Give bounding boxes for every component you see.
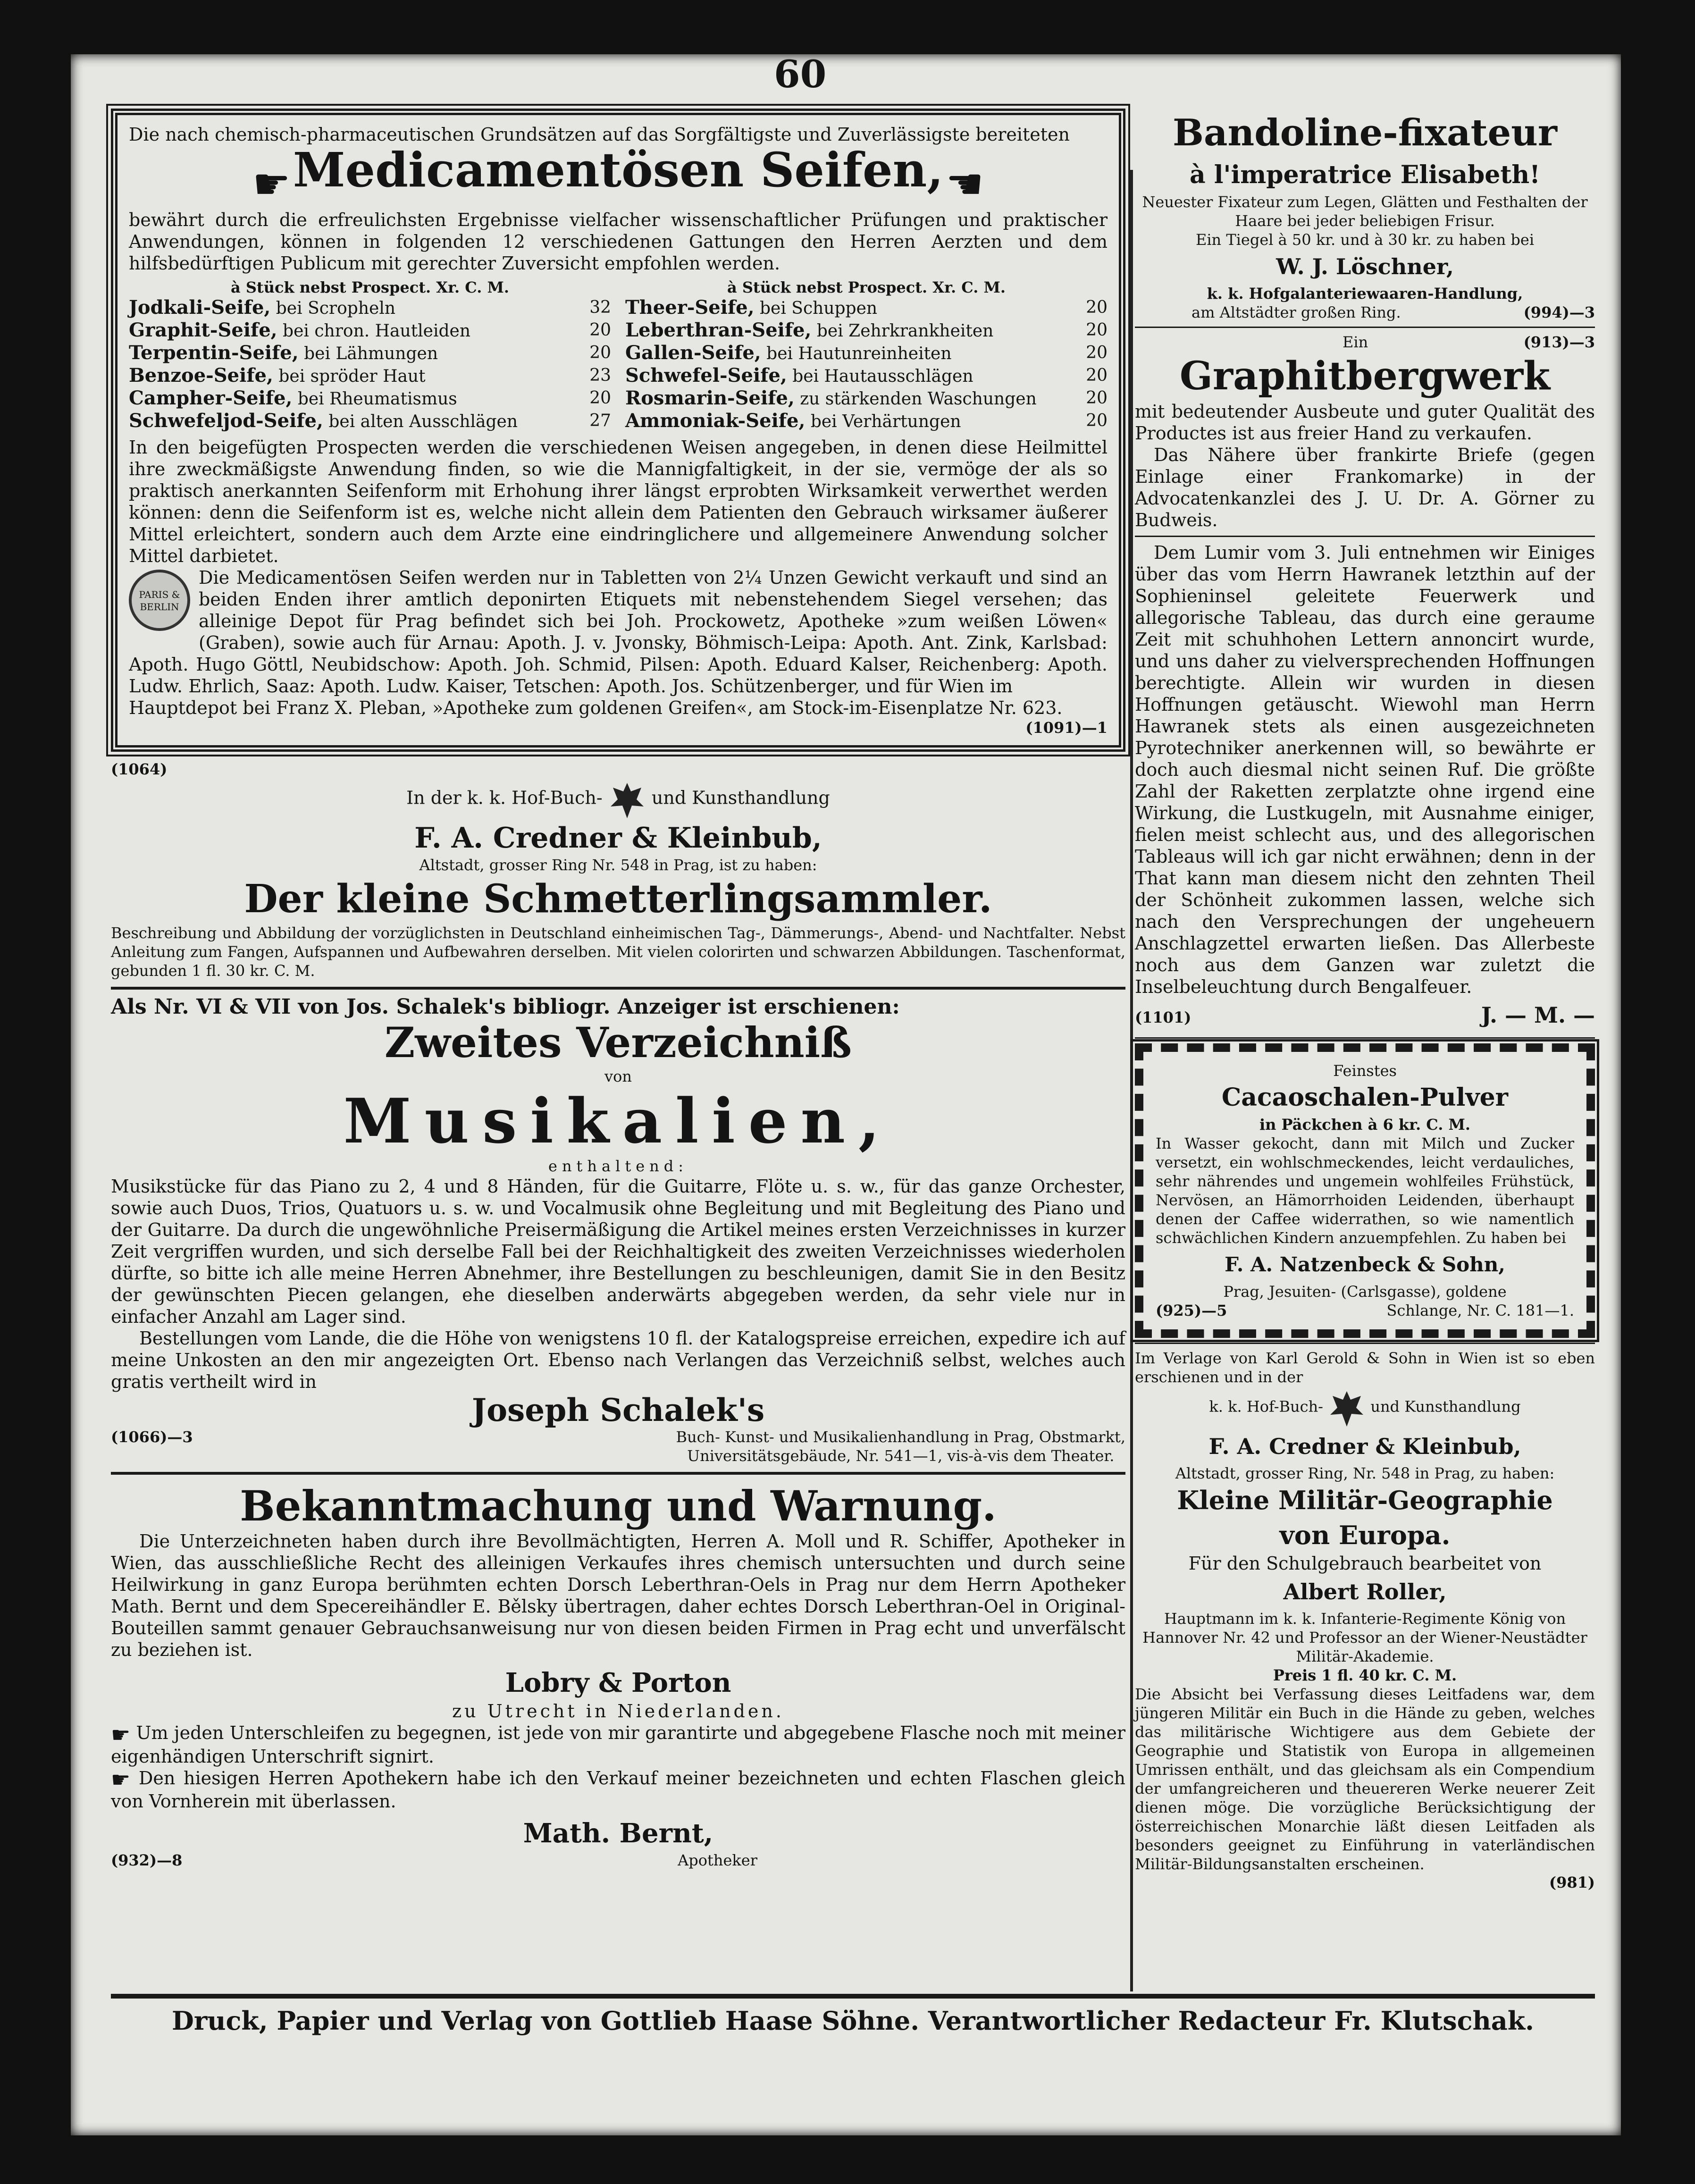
- fireworks-body: Dem Lumir vom 3. Juli entnehmen wir Einiges über das vom Herrn Hawranek letzthin auf der Sophieninsel geleitete Feuerwerk und allegorische Tableau, das durch eine geraume Zeit mit schuhhohen Lettern annoncirt wurde, und uns daher zu vielversprechenden Hoffnungen berechtigte. Allein wir wurden in diesen Hoffnungen getäuscht. Wiewohl man Herrn Hawranek stets als einen ausgezeichneten Pyrotechniker anerkennen will, so bewährte er doch auch diesmal nicht seinen Ruf. Die größte Zahl der Raketten zerplatzte ohne irgend eine Wirkung, die Lustkugeln, mit Ausnahme einiger, fielen meist schlecht aus, und des allegorischen Tableaus will ich gar nicht erwähnen; denn in der That kann man diesem nicht den zehnten Theil der Schönheit zukommen lassen, welche sich nach den Versprechungen der ungeheuern Anschlagzettel erwarten ließen. Das Allerbeste noch aus dem Ganzen war zuletzt die Inselbeleuchtung durch Bengalfeuer.: [1135, 542, 1595, 997]
- butterfly-ref: (1064): [111, 760, 168, 778]
- soap-item: Schwefeljod-Seife, bei alten Ausschlägen 27: [129, 410, 611, 432]
- warning-firm-location: zu Utrecht in Niederlanden.: [452, 1701, 784, 1722]
- warning-body-2: ☛ Um jeden Unterschleifen zu begegnen, ist jede von mir garantirte und abgegebene Flasche noch mit meiner eigenhändigen Unterschrift signirt.: [111, 1722, 1125, 1767]
- left-column: [111, 109, 1125, 1870]
- soap-description: bewährt durch die erfreulichsten Ergebnisse vielfacher wissenschaftlicher Prüfungen und praktischer Anwendungen, können in folgenden 12 verschiedenen Gattungen den Herren Aerzten und dem hilfsbedürftigen Publicum mit gerechter Zuversicht empfohlen werden.: [129, 210, 1108, 274]
- ad-graphite-mine: [1135, 333, 1595, 531]
- ad-fireworks-notice: [1135, 542, 1595, 1033]
- soap-item: Schwefel-Seife, bei Hautausschlägen 20: [625, 364, 1108, 386]
- geo-ref: (981): [1549, 1873, 1595, 1891]
- butterfly-shop-line: In der k. k. Hof-Buch- und Kunsthandlung: [111, 778, 1125, 821]
- soap-list: [129, 278, 1108, 433]
- graphite-header: [1135, 333, 1595, 352]
- geo-sub: Für den Schulgebrauch bearbeitet von: [1188, 1553, 1542, 1574]
- cocoa-body: In Wasser gekocht, dann mit Milch und Zucker versetzt, ein wohlschmeckendes, leicht verdauliches, sehr nährendes und ungemein wohlfeiles Frühstück, Nervösen, an Hämorrhoiden Leidenden, überhaupt denen der Caffee widerrathen, so wie namentlich schwächlichen Kindern anzuempfehlen. Zu haben bei: [1156, 1134, 1574, 1247]
- ad-military-geography: [1135, 1349, 1595, 1891]
- soap-body-3: Hauptdepot bei Franz X. Pleban, »Apotheke zum goldenen Greifen«, am Stock-im-Eisenplatze Nr. 623.: [129, 697, 1063, 718]
- column-divider: [1130, 170, 1133, 1991]
- geo-firm: F. A. Credner & Kleinbub,: [1208, 1434, 1521, 1459]
- soap-item: Terpentin-Seife, bei Lähmungen 20: [129, 342, 611, 364]
- music-body-1: Musikstücke für das Piano zu 2, 4 und 8 Händen, für die Guitarre, Flöte u. s. w., für das ganze Orchester, sowie auch Duos, Trios, Quatuors u. s. w. und Vocalmusik ohne Begleitung und mit Begleitung des Piano und der Guitarre. Da durch die ungewöhnliche Preisermäßigung die Artikel meines ersten Verzeichnisses in kurzer Zeit vergriffen wurden, und sich derselbe Fall bei der Reichhaltigkeit des zweiten Verzeichnisses wiederholen dürfte, so bitte ich alle meine Herren Abnehmer, ihre Bestellungen zu beschleunigen, damit Sie in den Besitz der gewünschten Piecen gelangen, ehe dieselben anderwärts abgegeben werden, da sehr viele nur in einfacher Anzahl am Lager sind.: [111, 1176, 1125, 1327]
- warning-firm: Lobry & Porton: [505, 1667, 731, 1698]
- right-column: [1135, 109, 1595, 1891]
- eagle-crest-icon: [608, 778, 646, 821]
- warning-title: Bekanntmachung und Warnung.: [240, 1481, 997, 1530]
- graphite-ein: Ein: [1343, 333, 1368, 351]
- music-title-2: Musikalien,: [343, 1085, 893, 1157]
- geo-author-desc: Hauptmann im k. k. Infanterie-Regimente König von Hannover Nr. 42 und Professor an der Wiener-Neustädter Militär-Akademie.: [1142, 1610, 1587, 1665]
- ad-medicated-soaps: [111, 109, 1125, 752]
- music-body-2: Bestellungen vom Lande, die die Höhe von wenigstens 10 fl. der Katalogspreise erreichen, expedire ich auf meine Unkosten an den mir angezeigten Ort. Ebenso nach Verlangen das Verzeichniß selbst, welches auch gratis vertheilt wird in: [111, 1328, 1125, 1392]
- cocoa-address-2: Schlange, Nr. C. 181—1.: [1386, 1302, 1574, 1319]
- bandoline-title: Bandoline-fixateur: [1173, 111, 1557, 154]
- soap-item: Jodkali-Seife, bei Scropheln 32: [129, 296, 611, 319]
- soap-item: Ammoniak-Seife, bei Verhärtungen 20: [625, 410, 1108, 432]
- soap-item: Rosmarin-Seife, zu stärkenden Waschungen 20: [625, 387, 1108, 409]
- soap-title-row: [129, 142, 1108, 209]
- warning-ref: (932)—8: [111, 1851, 183, 1869]
- soap-item: Benzoe-Seife, bei spröder Haut 23: [129, 364, 611, 386]
- bandoline-price: Ein Tiegel à 50 kr. und à 30 kr. zu haben bei: [1195, 231, 1535, 249]
- graphite-ref: (913)—3: [1523, 333, 1595, 351]
- soap-list-right: [625, 278, 1108, 433]
- ad-music-catalogue: [111, 996, 1125, 1465]
- geo-address: Altstadt, grosser Ring, Nr. 548 in Prag, zu haben:: [1175, 1464, 1555, 1482]
- divider: [111, 1472, 1125, 1475]
- geo-intro: Im Verlage von Karl Gerold & Sohn in Wien ist so eben erschienen und in der: [1135, 1349, 1595, 1386]
- divider: [111, 987, 1125, 990]
- divider: [1135, 536, 1595, 537]
- fireworks-ref: (1101): [1135, 1008, 1192, 1026]
- ad-cocoa-powder: [1135, 1043, 1595, 1338]
- imprint-footer: Druck, Papier und Verlag von Gottlieb Haase Söhne. Verantwortlicher Redacteur Fr. Klutschak.: [172, 2006, 1534, 2036]
- warning-signature: Math. Bernt,: [523, 1818, 713, 1849]
- soap-body-2: Die Medicamentösen Seifen werden nur in Tabletten von 2¼ Unzen Gewicht verkauft und sind an beiden Enden ihrer amtlich deponirten Etiquets mit nebenstehendem Siegel versehen; das alleinige Depot für Prag befindet sich bei Joh. Prockowetz, Apotheke »zum weißen Löwen« (Graben), sowie auch für Arnau: Apoth. J. v. Jvonsky, Böhmisch-Leipa: Apoth. Ant. Zink, Karlsbad: Apoth. Hugo Göttl, Neubidschow: Apoth. Joh. Schmid, Pilsen: Apoth. Eduard Kalser, Reichenberg: Apoth. Ludw. Ehrlich, Saaz: Apoth. Ludw. Kaiser, Tetschen: Apoth. Jos. Schützenberger, und für Wien im: [129, 567, 1108, 697]
- music-ref: (1066)—3: [111, 1428, 193, 1446]
- butterfly-desc: Beschreibung und Abbildung der vorzüglichsten in Deutschland einheimischen Tag-, Dämmerungs-, Abend- und Nachtfalter. Nebst Anleitung zum Fangen, Aufspannen und Aufbewahren derselben. Mit vielen colorirten und schwarzen Abbildungen. Taschenformat, gebunden 1 fl. 30 kr. C. M.: [111, 924, 1125, 980]
- divider: [1135, 327, 1595, 328]
- soap-ref: (1091)—1: [1025, 719, 1108, 737]
- graphite-title: Graphitbergwerk: [1179, 353, 1551, 399]
- warning-footer: [111, 1851, 1125, 1870]
- bandoline-subtitle: à l'imperatrice Elisabeth!: [1189, 160, 1540, 189]
- butterfly-title: Der kleine Schmetterlingsammler.: [244, 876, 992, 922]
- soap-list-left: [129, 278, 611, 433]
- cocoa-address-1: Prag, Jesuiten- (Carlsgasse), goldene: [1223, 1283, 1507, 1301]
- soap-col-header-right: à Stück nebst Prospect. Xr. C. M.: [727, 278, 1006, 296]
- soap-intro: Die nach chemisch-pharmaceutischen Grundsätzen auf das Sorgfältigste und Zuverlässigste bereiteten: [129, 124, 1070, 145]
- pointing-hand-icon: ☛: [111, 1767, 131, 1792]
- seal-text: PARIS & BERLIN: [139, 589, 180, 613]
- pointing-hand-icon: ☛: [111, 1722, 131, 1747]
- bandoline-firm-desc: k. k. Hofgalanteriewaaren-Handlung,: [1207, 285, 1523, 302]
- divider: [1135, 1037, 1595, 1039]
- cocoa-ref: (925)—5: [1156, 1302, 1227, 1319]
- geo-body: Die Absicht bei Verfassung dieses Leitfadens war, dem jüngeren Militär ein Buch in die Hände zu geben, welches das militärische Wichtigere aus dem Gebiete der Geographie und Statistik von Europa in allgemeinen Umrissen enthält, und das gleichsam als ein Compendium der umfangreicheren und theuereren Werke neuerer Zeit dienen möge. Die vorzügliche Berücksichtigung der österreichischen Monarchie läßt diesen Leitfaden als besonders geeignet zu Einführung in vaterländischen Militär-Bildungsanstalten erscheinen.: [1135, 1685, 1595, 1873]
- music-header: Als Nr. VI & VII von Jos. Schalek's bibliogr. Anzeiger ist erschienen:: [111, 995, 900, 1019]
- geo-title-1: Kleine Militär-Geographie: [1177, 1485, 1553, 1515]
- graphite-body-1: mit bedeutender Ausbeute und guter Qualität des Productes ist aus freier Hand zu verkaufen.: [1135, 401, 1595, 444]
- pointing-hand-left-icon: ☚: [946, 160, 984, 209]
- pointing-hand-right-icon: ☛: [252, 160, 291, 209]
- geo-price: Preis 1 fl. 40 kr. C. M.: [1273, 1666, 1457, 1684]
- eagle-crest-icon: [1328, 1386, 1366, 1429]
- geo-shop-line: k. k. Hof-Buch- und Kunsthandlung: [1135, 1386, 1595, 1429]
- divider: [1135, 1343, 1595, 1344]
- soap-item: Graphit-Seife, bei chron. Hautleiden 20: [129, 319, 611, 341]
- bandoline-ref: (994)—3: [1523, 303, 1595, 321]
- music-firm-details: [111, 1428, 1125, 1465]
- soap-item: Theer-Seife, bei Schuppen 20: [625, 296, 1108, 319]
- butterfly-firm: F. A. Credner & Kleinbub,: [414, 822, 822, 855]
- soap-item: Gallen-Seife, bei Hautunreinheiten 20: [625, 342, 1108, 364]
- music-firm-desc: Buch- Kunst- und Musikalienhandlung in Prag, Obstmarkt, Universitätsgebäude, Nr. 541—1, vis-à-vis dem Theater.: [676, 1428, 1125, 1465]
- geo-title-2: von Europa.: [1279, 1520, 1451, 1550]
- soap-body-1: In den beigefügten Prospecten werden die verschiedenen Weisen angegeben, in denen diese Heilmittel ihre zweckmäßigste Anwendung finden, so wie die Mannigfaltigkeit, in der sie, vermöge der als so praktisch anerkannten Seifenform mit Erhohung ihrer längst erprobten Wirksamkeit verwerthet werden können: denn die Seifenform ist es, welche nicht allein dem Patienten den Gebrauch wirksamer äußerer Mittel erleichtert, sondern auch dem Arzte eine eindringlichere und allgemeinere Anwendung solcher Mittel darbietet.: [129, 437, 1108, 566]
- warning-body-1: Die Unterzeichneten haben durch ihre Bevollmächtigten, Herren A. Moll und R. Schiffer, Apotheker in Wien, das ausschließliche Recht des alleinigen Verkaufes ihres chemisch untersuchten und durch seine Heilwirkung in ganz Europa berühmten echten Dorsch Leberthran-Oels in Prag nur dem Herrn Apotheker Math. Bernt und dem Specereihändler E. Bělsky übertragen, daher echtes Dorsch Leberthran-Oel in Original-Bouteillen sammt genauer Gebrauchsanweisung nur von diesen beiden Firmen in Prag echt und unverfälscht zu beziehen ist.: [111, 1531, 1125, 1660]
- ad-bandoline: [1135, 109, 1595, 322]
- butterfly-address: Altstadt, grosser Ring Nr. 548 in Prag, ist zu haben:: [419, 856, 817, 874]
- music-von: von: [604, 1067, 632, 1085]
- soap-col-header-left: à Stück nebst Prospect. Xr. C. M.: [230, 278, 510, 296]
- cocoa-title: Cacaoschalen-Pulver: [1221, 1083, 1509, 1112]
- cocoa-firm: F. A. Natzenbeck & Sohn,: [1225, 1253, 1505, 1276]
- footer-rule: [111, 1994, 1595, 1999]
- bandoline-desc: Neuester Fixateur zum Legen, Glätten und Festhalten der Haare bei jeder beliebigen Frisur.: [1142, 193, 1588, 230]
- ad-warning: [111, 1481, 1125, 1870]
- geo-author: Albert Roller,: [1283, 1579, 1447, 1604]
- soap-title: Medicamentösen Seifen,: [293, 142, 944, 198]
- warning-body-3: ☛ Den hiesigen Herren Apothekern habe ich den Verkauf meiner bezeichneten und echten Flaschen gleich von Vornherein mit überlassen.: [111, 1767, 1125, 1812]
- page-number: 60: [774, 52, 827, 96]
- soap-item: Campher-Seife, bei Rheumatismus 20: [129, 387, 611, 409]
- fireworks-signature: J. — M. —: [1481, 1002, 1595, 1028]
- warning-sig-title: Apotheker: [678, 1851, 757, 1869]
- cocoa-feinstes: Feinstes: [1333, 1062, 1397, 1080]
- bandoline-firm: W. J. Löschner,: [1276, 254, 1454, 279]
- bandoline-address: am Altstädter großen Ring.: [1192, 303, 1401, 321]
- music-firm: Joseph Schalek's: [471, 1392, 765, 1428]
- soap-item: Leberthran-Seife, bei Zehrkrankheiten 20: [625, 319, 1108, 341]
- ad-butterfly-book: [111, 760, 1125, 980]
- cocoa-footer: [1156, 1301, 1574, 1320]
- graphite-body-2: Das Nähere über frankirte Briefe (gegen Einlage einer Frankomarke) in der Advocatenkanzlei des J. U. Dr. A. Görner zu Budweis.: [1135, 445, 1595, 530]
- music-title-1: Zweites Verzeichniß: [385, 1018, 852, 1067]
- fireworks-footer: [1135, 998, 1595, 1033]
- cocoa-pack: in Päckchen à 6 kr. C. M.: [1259, 1116, 1471, 1134]
- soap-seal: [129, 570, 190, 631]
- music-enthaltend: enthaltend:: [548, 1157, 688, 1175]
- bandoline-footer: [1135, 303, 1595, 322]
